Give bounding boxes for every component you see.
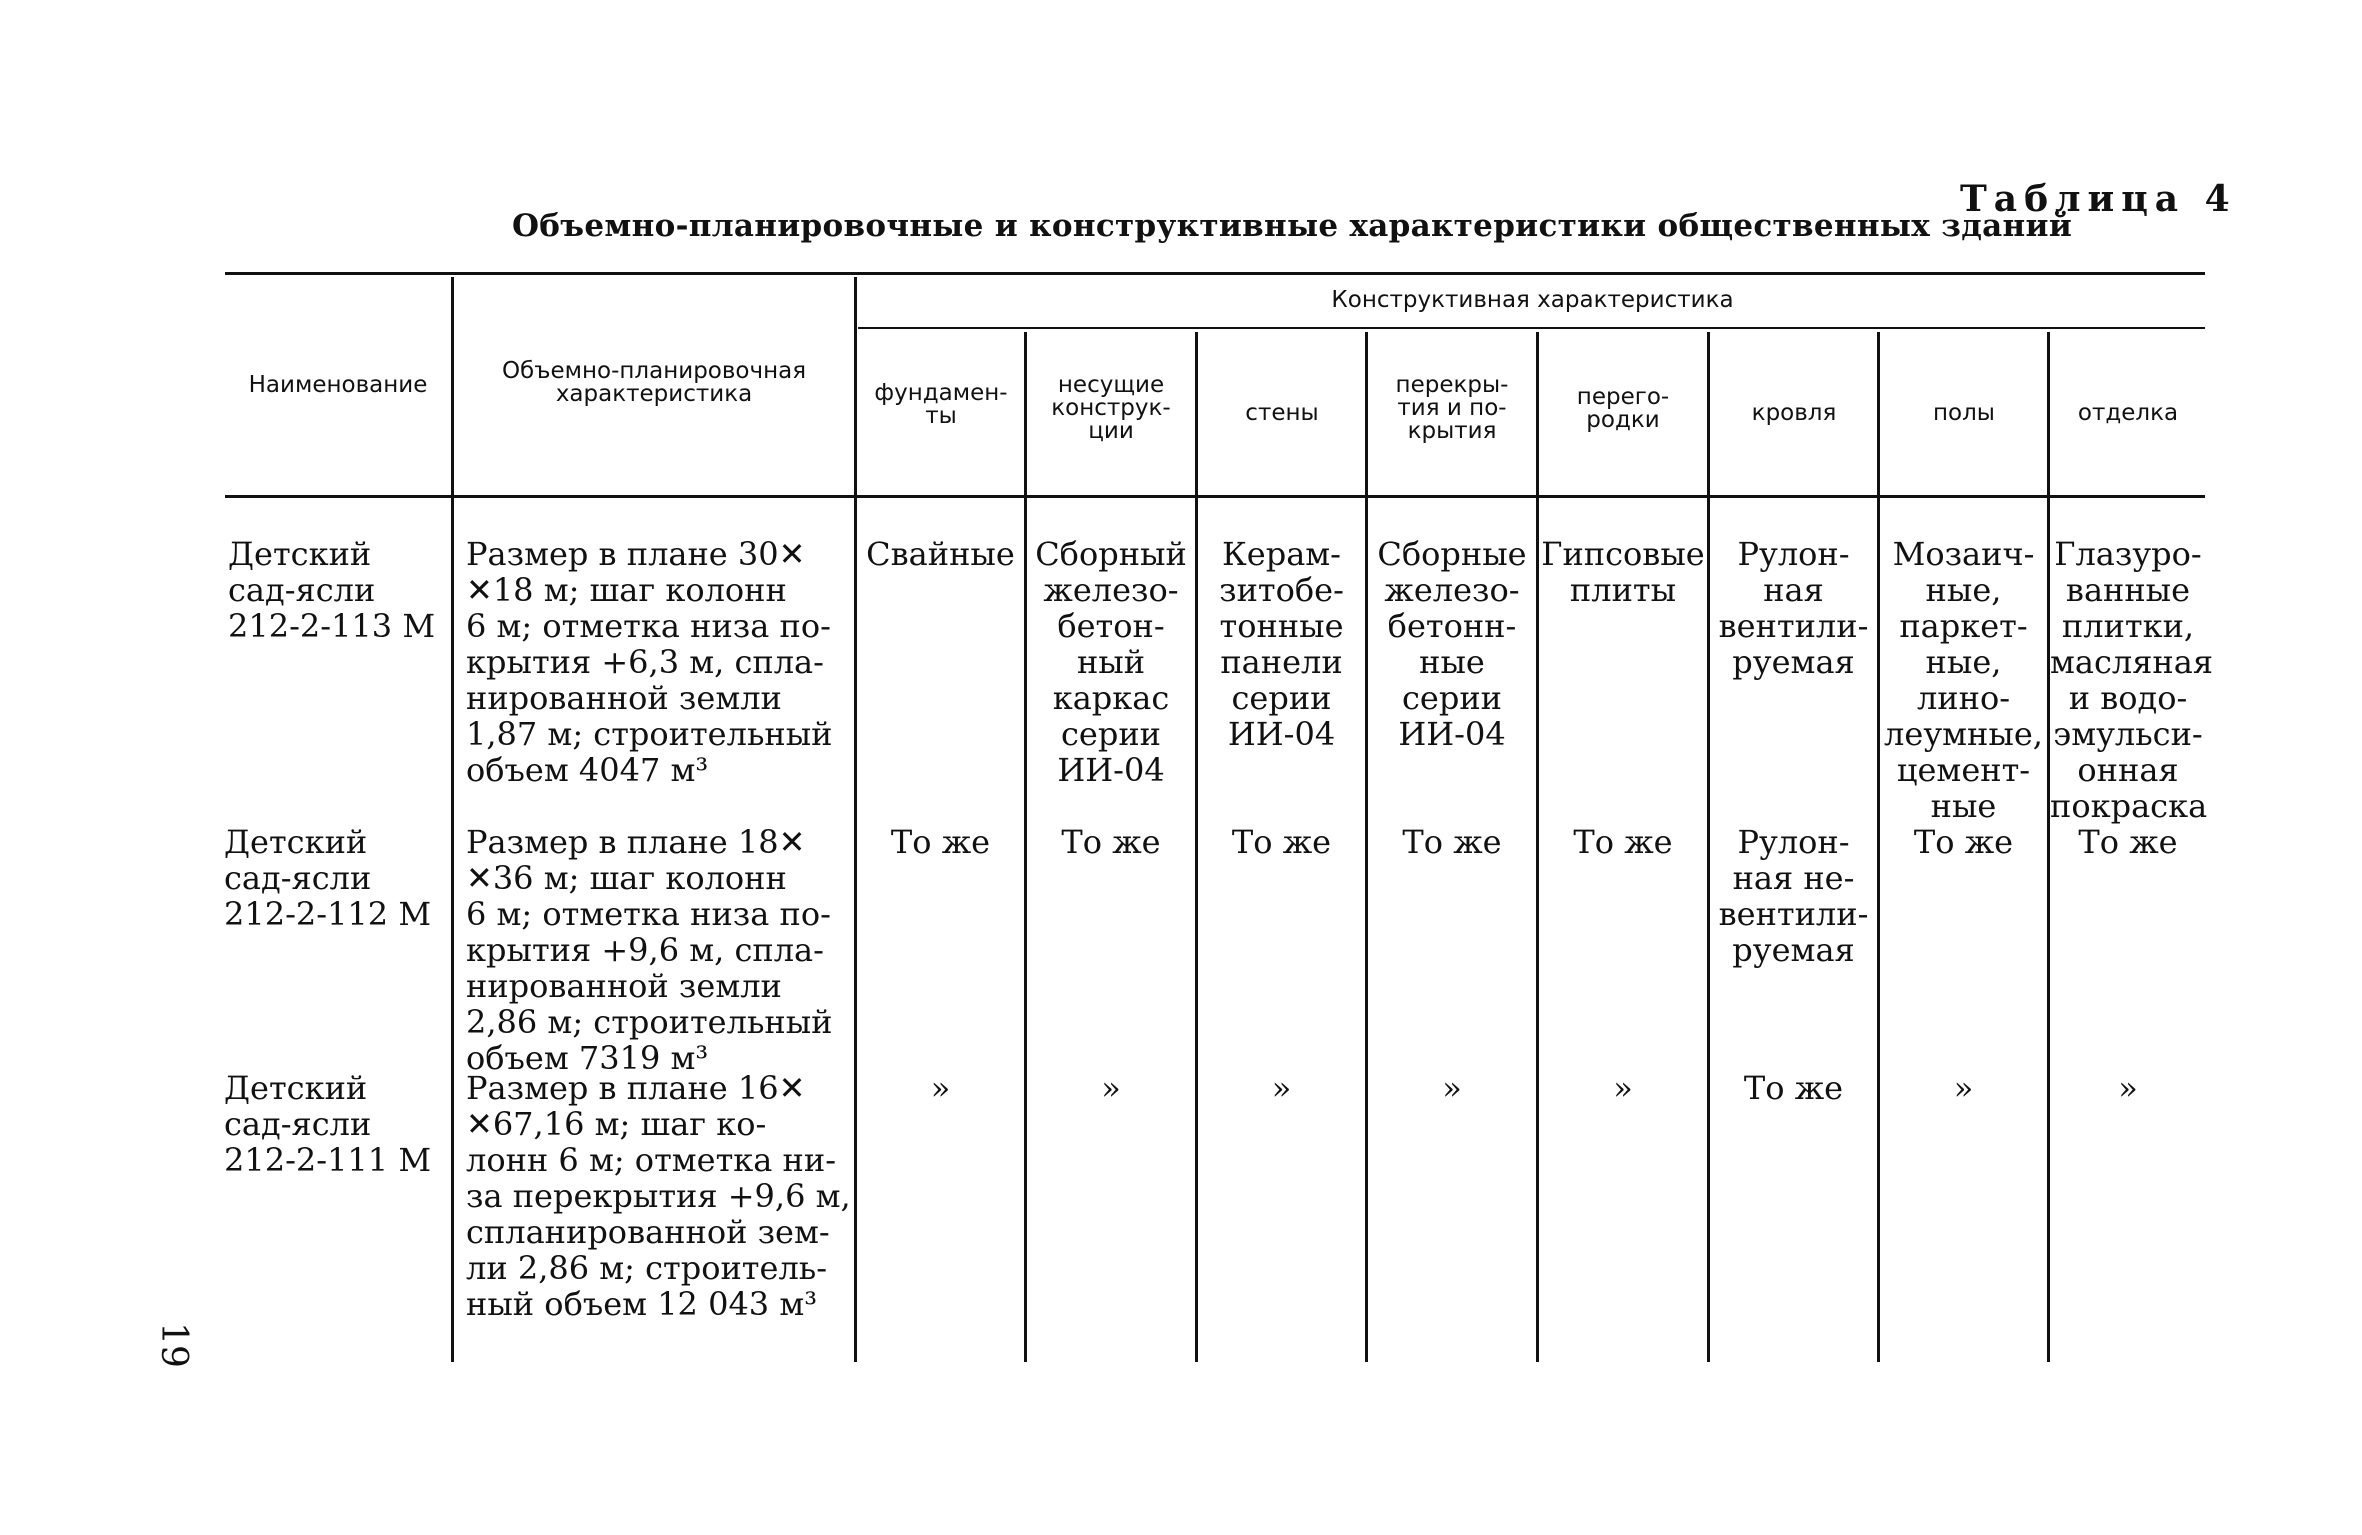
document-title: Объемно-планировочные и конструктивные характеристики общественных зданий: [512, 208, 2073, 244]
row-2-foundations: То же: [890, 823, 991, 861]
row-1-name: Детский сад-ясли 212-2-113 М: [228, 535, 436, 645]
row-3-roofing: То же: [1743, 1069, 1844, 1107]
header-name: Наименование: [248, 372, 428, 398]
header-bottom-rule: [225, 495, 2205, 498]
row-2-floor-finish: То же: [1913, 823, 2014, 861]
row-1-load-bearing: Сборный железо- бетон- ный каркас серии ИИ-04: [1035, 535, 1187, 789]
table-label: Таблица 4: [1960, 178, 2237, 220]
row-1-floor-finish: Мозаич- ные, паркет- ные, лино- леумные, цемент- ные: [1884, 535, 2043, 825]
table-top-rule: [225, 272, 2205, 275]
row-1-floors-slabs: Сборные железо- бетонн- ные серии ИИ-04: [1377, 535, 1527, 753]
row-3-partitions: »: [1613, 1069, 1633, 1107]
page-number: 19: [153, 1322, 194, 1368]
group-header-rule: [858, 327, 2205, 329]
row-1-partitions: Гипсовые плиты: [1541, 535, 1705, 609]
row-3-floor-finish: »: [1953, 1069, 1974, 1107]
row-2-roofing: Рулон- ная не- вентили- руемая: [1718, 823, 1869, 969]
column-divider-layout: [854, 277, 857, 1362]
header-layout: Объемно-планировочная характеристика: [501, 358, 807, 407]
header-walls: стены: [1245, 400, 1319, 426]
header-load-bearing: несущие конструк- ции: [1051, 372, 1171, 444]
header-finishing: отделка: [2077, 400, 2179, 426]
row-2-walls: То же: [1231, 823, 1332, 861]
row-1-walls: Керам- зитобе- тонные панели серии ИИ-04: [1219, 535, 1344, 753]
header-foundations: фундамен- ты: [874, 380, 1008, 429]
row-3-finishing: »: [2118, 1069, 2138, 1107]
row-1-roofing: Рулон- ная вентили- руемая: [1718, 535, 1869, 681]
row-3-name: Детский сад-ясли 212-2-111 М: [224, 1069, 432, 1179]
row-2-floors-slabs: То же: [1402, 823, 1502, 861]
row-1-finishing: Глазуро- ванные плитки, масляная и водо- эмульси- онная покраска: [2050, 535, 2213, 825]
row-3-floors-slabs: »: [1442, 1069, 1462, 1107]
row-3-foundations: »: [930, 1069, 951, 1107]
header-roofing: кровля: [1751, 400, 1837, 426]
header-partitions: перего- родки: [1576, 384, 1670, 433]
row-2-layout: Размер в плане 18✕ ✕36 м; шаг колонн 6 м; отметка низа по- крытия +9,6 м, спла- нированной земли 2,86 м; строительный объем 7319 м³: [466, 823, 833, 1077]
row-3-walls: »: [1271, 1069, 1292, 1107]
row-2-finishing: То же: [2078, 823, 2178, 861]
row-1-foundations: Свайные: [866, 535, 1015, 573]
row-2-name: Детский сад-ясли 212-2-112 М: [224, 823, 432, 933]
header-floors-slabs: перекры- тия и по- крытия: [1395, 372, 1509, 444]
row-1-layout: Размер в плане 30✕ ✕18 м; шаг колонн 6 м; отметка низа по- крытия +6,3 м, спла- нированной земли 1,87 м; строительный объем 4047 м³: [466, 535, 833, 789]
column-divider-name: [451, 277, 454, 1362]
row-2-partitions: То же: [1573, 823, 1673, 861]
header-floor-finish: полы: [1933, 400, 1995, 426]
header-group: Конструктивная характеристика: [1331, 287, 1734, 313]
row-3-layout: Размер в плане 16✕ ✕67,16 м; шаг ко- лонн 6 м; отметка ни- за перекрытия +9,6 м, спланированной зем- ли 2,86 м; строитель- ный объем 12 043 м³: [466, 1069, 851, 1323]
row-2-load-bearing: То же: [1061, 823, 1161, 861]
row-3-load-bearing: »: [1101, 1069, 1121, 1107]
